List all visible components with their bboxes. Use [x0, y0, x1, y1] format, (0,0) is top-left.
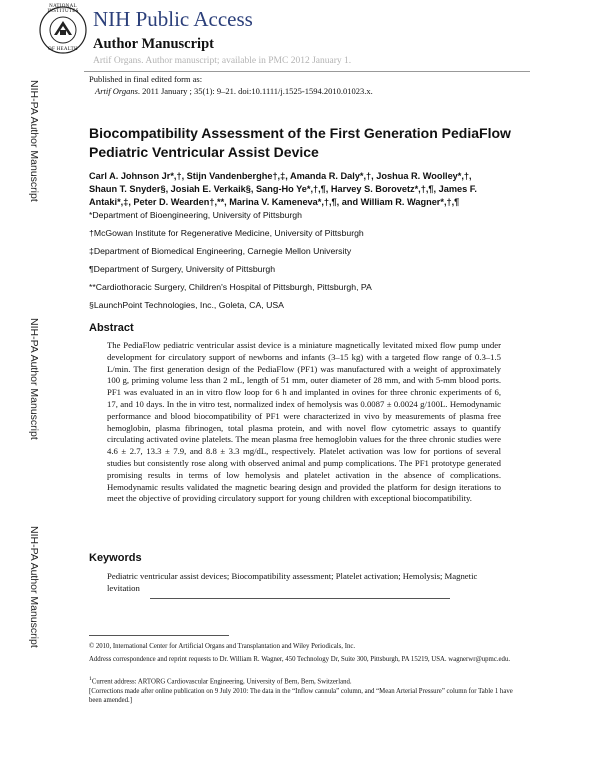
keywords-heading: Keywords — [89, 552, 142, 564]
author-list — [89, 170, 509, 209]
correspondence-note: Address correspondence and reprint requests to Dr. William R. Wagner, 450 Technology Dr, Suite 300, Pittsburgh, PA 15219, USA. wagnerwr@upmc.edu. — [89, 656, 511, 663]
current-address-marker: 1 — [89, 676, 92, 682]
pmc-availability-notice: Artif Organs. Author manuscript; available in PMC 2012 January 1. — [93, 56, 352, 66]
copyright-note: © 2010, International Center for Artificial Organs and Transplantation and Wiley Periodicals, Inc. — [89, 643, 356, 650]
current-address-note — [89, 675, 519, 686]
sidebar-label-middle: NIH-PA Author Manuscript — [28, 318, 40, 440]
journal-name: Artif Organs — [95, 86, 138, 96]
citation-details: . 2011 January ; 35(1): 9–21. doi:10.1111/j.1525-1594.2010.01023.x. — [137, 86, 373, 96]
affiliation-cardiothoracic: **Cardiothoracic Surgery, Children's Hospital of Pittsburgh, Pittsburgh, PA — [89, 282, 372, 292]
abstract-heading: Abstract — [89, 322, 134, 334]
keywords-list: Pediatric ventricular assist devices; Biocompatibility assessment; Platelet activation; Hemolysis; Magnetic levitation — [107, 571, 478, 593]
nih-public-access-title: NIH Public Access — [93, 7, 253, 31]
current-address-text: Current address: ARTORG Cardiovascular Engineering, University of Bern, Bern, Switzerland. — [91, 678, 352, 686]
citation-line — [95, 86, 373, 96]
authors-line-3: Antaki*,‡, Peter D. Wearden†,**, Marina V. Kameneva*,†,¶, and William R. Wagner*,†,¶ — [89, 197, 460, 207]
affiliation-surgery: ¶Department of Surgery, University of Pittsburgh — [89, 264, 276, 274]
header-divider — [84, 71, 530, 72]
affiliation-biomedical-engineering: ‡Department of Biomedical Engineering, Carnegie Mellon University — [89, 246, 352, 256]
seal-caption-bottom: OF HEALTH — [48, 47, 78, 52]
footnote-divider — [89, 635, 229, 636]
abstract-body: The PediaFlow pediatric ventricular assist device is a miniature magnetically levitated mixed flow pump under development for circulatory support of newborns and infants (3–15 kg) with a targeted flow range of 0.3–1.5 L/min. The first generation design of the PediaFlow (PF1) was manufactured with a weight of approximately 100 g, priming volume less than 2 mL, length of 51 mm, outer diameter of 28 mm, and with 5-mm blood ports. PF1 was evaluated in an in vitro flow loop for 6 h and implanted in ovines for three chronic experiments of 6, 17, and 10 days. In the in vitro test, normalized index of hemolysis was 0.0087 ± 0.0024 g/100L. Hemodynamic performance and blood biocompatibility of PF1 were characterized in vivo by measurements of plasma free hemoglobin, plasma fibrinogen, total plasma protein, and with novel flow cytometric assays to quantify circulating activated ovine platelets. The mean plasma free hemoglobin values for the three chronic studies were 4.6 ± 2.7, 13.3 ± 7.9, and 8.8 ± 3.3 mg/dL, respectively. Platelet activation was low for portions of several studies but consistently rose along with observed animal and pump complications. The PF1 prototype generated promising results in terms of low hemolysis and platelet activation in the absence of complications. Hemodynamic results validated the magnetic bearing design and provided the platform for design iterations to meet the objective of providing circulatory support for young children with exceptional biocompatibility. — [107, 340, 501, 504]
author-manuscript-label: Author Manuscript — [93, 36, 214, 52]
affiliation-bioengineering: *Department of Bioengineering, University of Pittsburgh — [89, 210, 302, 220]
published-in-label: Published in final edited form as: — [89, 74, 203, 84]
corrections-note: [Corrections made after online publication on 9 July 2010: The data in the “Inflow cannula” column, and “Mean Arterial Pressure” column for Table 1 have been amended.] — [89, 688, 513, 704]
nih-seal-logo — [38, 5, 88, 55]
authors-line-1: Carl A. Johnson Jr*,†, Stijn Vandenberghe†,‡, Amanda R. Daly*,†, Joshua R. Woolley*,†, — [89, 171, 472, 181]
seal-caption-top: NATIONAL INSTITUTES — [47, 4, 79, 14]
sidebar-label-top: NIH-PA Author Manuscript — [28, 80, 40, 202]
authors-line-2: Shaun T. Snyder§, Josiah E. Verkaik§, Sang-Ho Ye*,†,¶, Harvey S. Borovetz*,†,¶, James F. — [89, 184, 477, 194]
section-divider — [150, 598, 450, 599]
affiliation-launchpoint: §LaunchPoint Technologies, Inc., Goleta, CA, USA — [89, 300, 284, 310]
article-title: Biocompatibility Assessment of the First Generation PediaFlow Pediatric Ventricular Assist Device — [89, 125, 511, 160]
sidebar-label-bottom: NIH-PA Author Manuscript — [28, 526, 40, 648]
affiliation-mcgowan: †McGowan Institute for Regenerative Medicine, University of Pittsburgh — [89, 228, 364, 238]
